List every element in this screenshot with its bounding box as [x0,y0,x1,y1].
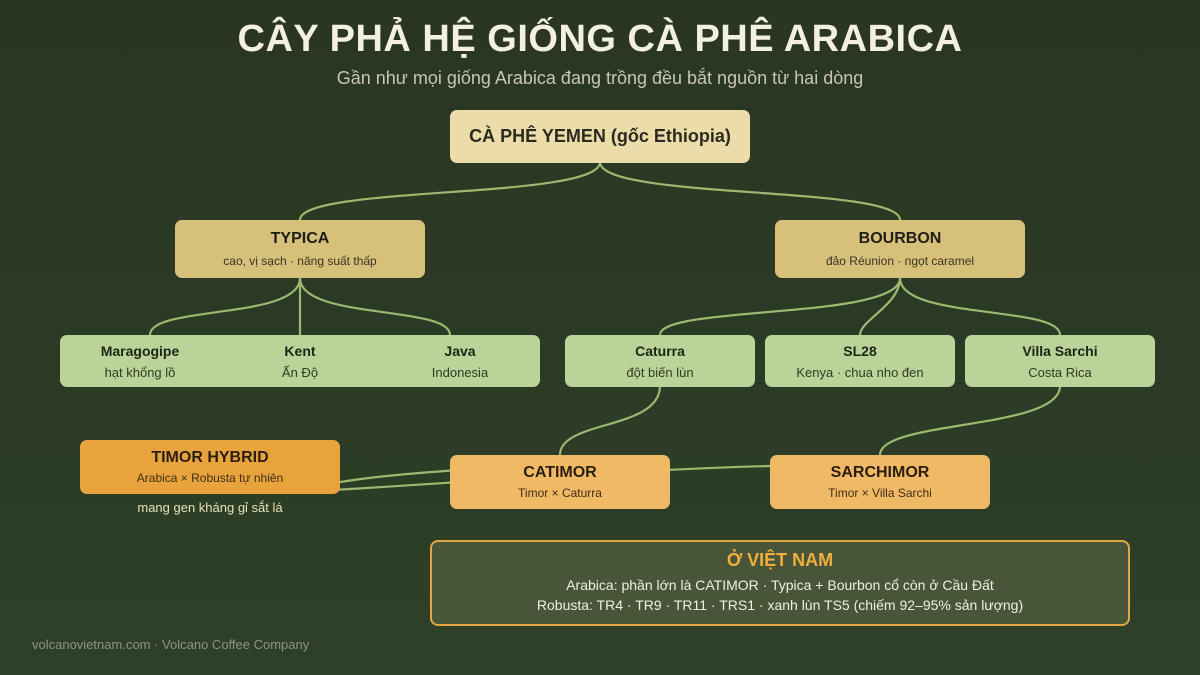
variety-desc: đột biến lùn [626,364,694,380]
variety-name: Villa Sarchi [1022,342,1098,359]
node-timor-hybrid [80,440,340,494]
node-sarchimor [770,455,990,509]
root-label: CÀ PHÊ YEMEN (gốc Ethiopia) [469,126,731,146]
edge-typica-java [300,278,450,335]
sarchimor-desc: Timor × Villa Sarchi [828,486,932,500]
catimor-name: CATIMOR [523,464,597,481]
variety-desc: hạt khổng lồ [104,364,176,380]
variety-java [381,343,539,380]
variety-caturra [565,335,755,387]
edge-root-typica [300,162,600,220]
node-bourbon [775,220,1025,278]
variety-name: Caturra [635,342,685,359]
typica-desc: cao, vị sạch · năng suất thấp [223,254,377,268]
variety-desc: Kenya · chua nho đen [796,364,924,380]
typica-name: TYPICA [270,230,330,247]
node-typica [175,220,425,278]
variety-name: Java [444,342,476,359]
vietnam-arabica-line: Arabica: phần lớn là CATIMOR · Typica + Bourbon cổ còn ở Cầu Đất [566,577,994,593]
variety-kent [221,343,379,380]
edge-caturra-catimor [560,386,660,455]
edge-villa-sarchi-sarchimor [880,386,1060,455]
vietnam-robusta-line: Robusta: TR4 · TR9 · TR11 · TRS1 · xanh lùn TS5 (chiếm 92–95% sản lượng) [536,597,1024,613]
catimor-desc: Timor × Caturra [518,486,602,500]
bourbon-desc: đảo Réunion · ngọt caramel [825,254,975,268]
timor-desc: Arabica × Robusta tự nhiên [136,471,284,485]
variety-name: Maragogipe [100,342,180,359]
bourbon-name: BOURBON [858,230,942,247]
variety-desc: Ấn Độ [281,364,319,380]
timor-name: TIMOR HYBRID [151,449,269,466]
variety-desc: Indonesia [431,364,489,380]
root-node-yemen [450,110,750,163]
variety-name: Kent [284,342,316,359]
diagram-title: CÂY PHẢ HỆ GIỐNG CÀ PHÊ ARABICA [237,18,963,60]
typica-varieties-group [60,335,540,387]
diagram-subtitle: Gần như mọi giống Arabica đang trồng đều bắt nguồn từ hai dòng [336,68,864,88]
node-catimor [450,455,670,509]
variety-maragogipe [61,343,219,380]
sarchimor-name: SARCHIMOR [830,464,930,481]
edge-typica-maragogipe [150,278,300,335]
footer-credit: volcanovietnam.com · Volcano Coffee Company [32,637,310,652]
edge-bourbon-sl28 [860,278,900,335]
variety-name: SL28 [843,342,877,359]
edge-root-bourbon [600,162,900,220]
variety-desc: Costa Rica [1028,364,1092,380]
vietnam-heading: Ở VIỆT NAM [726,550,834,570]
variety-sl28 [765,335,955,387]
edge-bourbon-villa-sarchi [900,278,1060,335]
variety-villa-sarchi [965,335,1155,387]
timor-note: mang gen kháng gỉ sắt lá [137,500,283,515]
vietnam-info-box [430,540,1130,626]
